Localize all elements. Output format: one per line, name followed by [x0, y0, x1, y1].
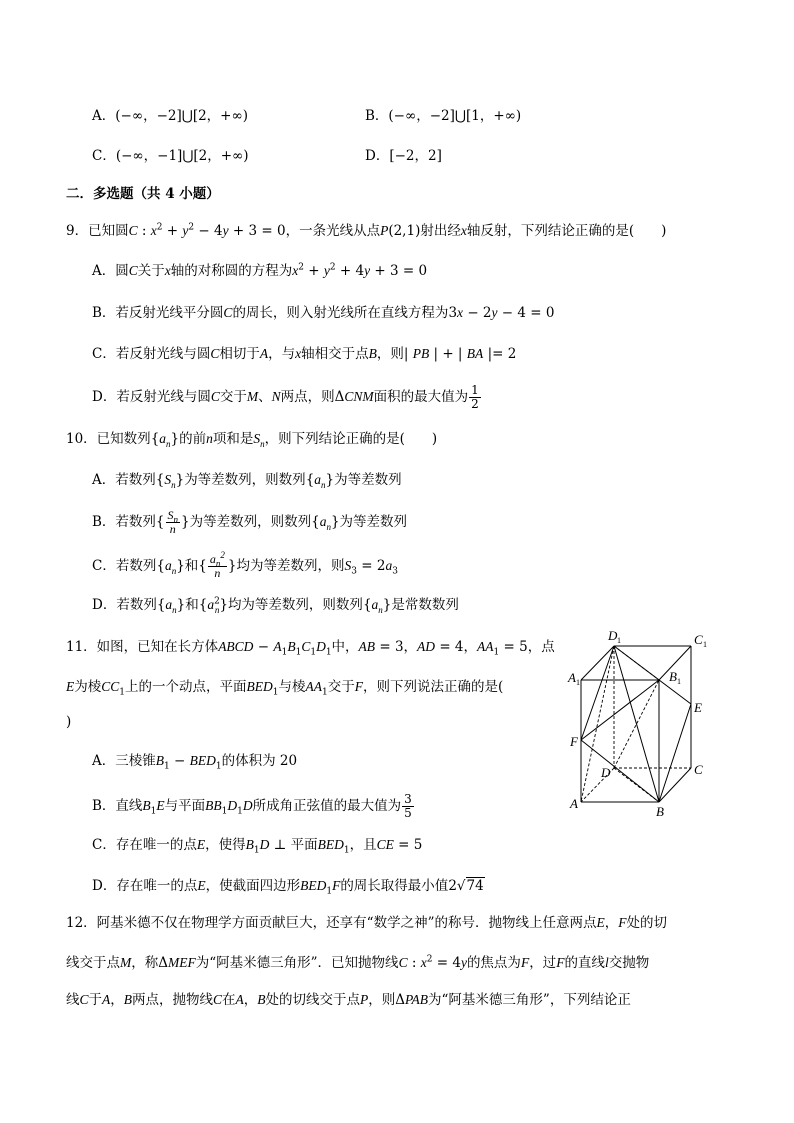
q9-stem: 9．已知圆C : $x^2 + y^2 - 4y + 3 = 0$，一条光线从点P(2,1)射出经x轴反射，下列结论正确的是( ) — [66, 222, 667, 239]
q11-option-d: D．存在唯一的点E，使截面四边形$BED_1F$的周长取得最小值2√74 — [92, 878, 484, 897]
q11-stem-line2: E为棱$CC_1$上的一个动点，平面$BED_1$与棱$AA_1$交于F，则下列说法正确的是( — [66, 679, 504, 698]
q9-option-b: B．若反射光线平分圆C的周长，则入射光线所在直线方程为3x − 2y − 4 = 0 — [92, 305, 555, 321]
q11-option-b: B．直线$B_1E$与平面$BB_1D_1D$所成角正弦值的最大值为 $\frac{3}{5}$ — [92, 792, 412, 820]
cuboid-figure — [566, 626, 726, 820]
label-c1: C — [694, 632, 703, 647]
q9-option-c: C．若反射光线与圆C相切于A，与x轴相交于点B，则| PB | + | BA |= 2 — [92, 346, 517, 362]
q9-option-d: D．若反射光线与圆C交于M、N两点，则ΔCNM面积的最大值为 $\frac{1}{2}$ — [92, 383, 479, 411]
q10-stem: 10．已知数列$\{a_n\}$的前n项和是$S_n$，则下列结论正确的是( ) — [66, 431, 438, 449]
q11-stem-line3: ) — [66, 714, 72, 730]
q8-option-d: D．[−2，2] — [365, 148, 442, 164]
label-d: D — [601, 765, 611, 780]
q10-option-c: C．若数列$\{a_n\}$和{ $\frac{a_n^2}{n}$ }均为等差数列，则$S_3 = 2a_3$ — [92, 550, 398, 580]
q11-option-a: A．三棱锥$B_1 - BED_1$的体积为 20 — [92, 753, 298, 772]
label-a1: A — [568, 670, 576, 685]
label-d1: D — [608, 628, 618, 643]
q9-option-a: A．圆C关于x轴的对称圆的方程为$x^2 + y^2 + 4y + 3 = 0$ — [92, 262, 428, 279]
label-b1: B — [669, 669, 677, 684]
q12-stem-line3: 线C于A，B两点，抛物线C在A，B处的切线交于点P，则ΔPAB为“阿基米德三角形”，下列结论正 — [66, 992, 631, 1008]
svg-text:1: 1 — [677, 677, 681, 686]
section-heading: 二．多选题（共 4 小题） — [66, 186, 220, 202]
label-b: B — [656, 804, 664, 819]
q12-stem-line2: 线交于点M，称ΔMEF为“阿基米德三角形”．已知抛物线C : $x^2 = 4y$的焦点为F，过F的直线l交抛物 — [66, 954, 650, 971]
label-a: A — [570, 796, 578, 811]
svg-text:1: 1 — [703, 640, 707, 649]
svg-text:1: 1 — [617, 636, 621, 645]
label-c: C — [694, 762, 703, 777]
q8-option-b: B．(−∞，−2]⋃[1，+∞) — [365, 108, 522, 124]
q12-stem-line1: 12．阿基米德不仅在物理学方面贡献巨大，还享有“数学之神”的称号．抛物线上任意两点E，F处的切 — [66, 915, 667, 931]
q10-option-a: A．若数列$\{S_n\}$为等差数列，则数列$\{a_n\}$为等差数列 — [92, 472, 402, 490]
q10-option-b: B．若数列{ $\frac{S_n}{n}$ }为等差数列，则数列$\{a_n\}$为等差数列 — [92, 508, 408, 536]
q11-option-c: C．存在唯一的点E，使得$B_1D$ ⊥ 平面$BED_1$，且CE = 5 — [92, 837, 423, 856]
svg-text:1: 1 — [576, 678, 580, 687]
q8-option-a: A．(−∞，−2]⋃[2，+∞) — [92, 108, 248, 124]
q10-option-d: D．若数列$\{a_n\}$和$\{a^2_n\}$均为等差数列，则数列$\{a_n\}$是常数数列 — [92, 596, 459, 615]
label-e: E — [694, 700, 702, 715]
q8-option-c: C．(−∞，−1]⋃[2，+∞) — [92, 148, 249, 164]
label-f: F — [570, 734, 578, 749]
q11-stem: 11．如图，已知在长方体ABCD − $A_1B_1C_1D_1$中，AB = 3，AD = 4，$AA_1 = 5$，点 — [66, 639, 555, 658]
